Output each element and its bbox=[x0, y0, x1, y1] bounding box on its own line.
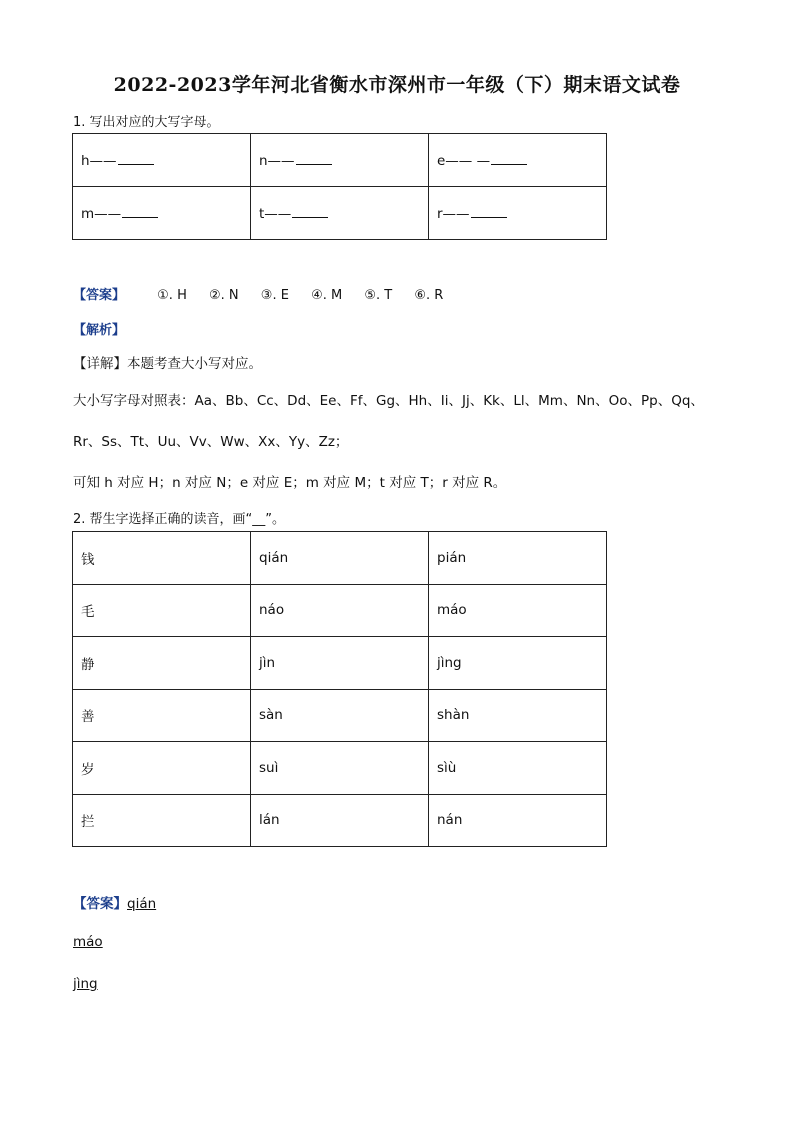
answer-blank[interactable] bbox=[118, 152, 154, 165]
table-row bbox=[73, 742, 607, 795]
pinyin-option[interactable]: lán bbox=[251, 794, 429, 847]
answer-line: qián bbox=[127, 896, 157, 912]
table-cell: 善 bbox=[73, 689, 251, 742]
answer-tag: 【答案】 bbox=[73, 288, 126, 303]
question-1-table bbox=[72, 133, 607, 240]
detail-text: 本题考查大小写对应。 bbox=[127, 356, 262, 372]
pinyin-option[interactable]: jìng bbox=[429, 637, 607, 690]
analysis-line-2: Rr、Ss、Tt、Uu、Vv、Ww、Xx、Yy、Zz； bbox=[73, 434, 349, 450]
table-row bbox=[73, 689, 607, 742]
table-cell: 拦 bbox=[73, 794, 251, 847]
answer-option: ⑥. R bbox=[414, 288, 444, 303]
answer-option: ①. H bbox=[157, 288, 187, 303]
answer-blank[interactable] bbox=[292, 205, 328, 218]
analysis-line-1: 大小写字母对照表：Aa、Bb、Cc、Dd、Ee、Ff、Gg、Hh、Ii、Jj、Kk、Ll、Mm、Nn、Oo、Pp、Qq、 bbox=[73, 393, 704, 409]
answer-option: ③. E bbox=[260, 288, 289, 303]
pinyin-option[interactable]: suì bbox=[251, 742, 429, 795]
pinyin-option[interactable]: pián bbox=[429, 532, 607, 585]
pinyin-option[interactable]: sìù bbox=[429, 742, 607, 795]
answer-blank[interactable] bbox=[122, 205, 158, 218]
answer-tag: 【答案】 bbox=[73, 896, 127, 912]
pinyin-option[interactable]: shàn bbox=[429, 689, 607, 742]
table-cell: n—— bbox=[251, 134, 429, 187]
table-cell: m—— bbox=[73, 187, 251, 240]
pinyin-option[interactable]: máo bbox=[429, 584, 607, 637]
answer-option: ④. M bbox=[311, 288, 343, 303]
pinyin-option[interactable]: sàn bbox=[251, 689, 429, 742]
table-row bbox=[73, 187, 607, 240]
answer-option: ⑤. T bbox=[364, 288, 393, 303]
page-title: 2022-2023学年河北省衡水市深州市一年级（下）期末语文试卷 bbox=[113, 74, 681, 96]
answer-line: máo bbox=[73, 934, 103, 950]
table-cell: t—— bbox=[251, 187, 429, 240]
question-1-prompt: 1. 写出对应的大写字母。 bbox=[73, 115, 220, 130]
answer-blank[interactable] bbox=[471, 205, 507, 218]
table-cell: 钱 bbox=[73, 532, 251, 585]
table-row bbox=[73, 532, 607, 585]
answer-2 bbox=[73, 892, 156, 912]
answer-blank[interactable] bbox=[491, 152, 527, 165]
pinyin-option[interactable]: jìn bbox=[251, 637, 429, 690]
analysis-detail bbox=[73, 352, 262, 372]
analysis-heading: 【解析】 bbox=[73, 323, 126, 338]
pinyin-option[interactable]: nán bbox=[429, 794, 607, 847]
table-cell: r—— bbox=[429, 187, 607, 240]
question-2-prompt: 2. 帮生字选择正确的读音，画“__”。 bbox=[73, 512, 286, 527]
question-2-table bbox=[72, 531, 607, 847]
detail-tag: 【详解】 bbox=[73, 356, 127, 372]
table-row bbox=[73, 584, 607, 637]
analysis-line-3: 可知 h 对应 H；n 对应 N；e 对应 E；m 对应 M；t 对应 T；r 对应 R。 bbox=[73, 475, 507, 491]
table-cell: e—— — bbox=[429, 134, 607, 187]
pinyin-option[interactable]: qián bbox=[251, 532, 429, 585]
table-cell: 岁 bbox=[73, 742, 251, 795]
answer-option: ②. N bbox=[209, 288, 239, 303]
table-row bbox=[73, 134, 607, 187]
table-cell: 毛 bbox=[73, 584, 251, 637]
table-cell: 静 bbox=[73, 637, 251, 690]
table-cell: h—— bbox=[73, 134, 251, 187]
answer-blank[interactable] bbox=[296, 152, 332, 165]
pinyin-option[interactable]: náo bbox=[251, 584, 429, 637]
answer-1 bbox=[73, 284, 443, 303]
table-row bbox=[73, 794, 607, 847]
table-row bbox=[73, 637, 607, 690]
answer-line: jìng bbox=[73, 976, 98, 992]
